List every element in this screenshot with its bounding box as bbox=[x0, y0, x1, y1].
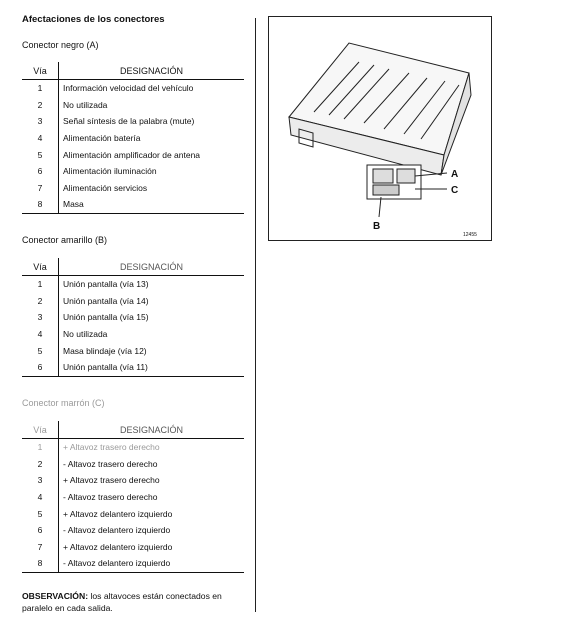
table-row bbox=[22, 130, 244, 147]
via-cell: 2 bbox=[22, 97, 59, 114]
via-cell: 1 bbox=[22, 439, 59, 456]
designation-cell: No utilizada bbox=[63, 329, 108, 340]
via-cell: 6 bbox=[22, 359, 59, 376]
via-cell: 5 bbox=[22, 505, 59, 522]
observation-text: los altavoces están conectados en paralelo en cada salida. bbox=[22, 591, 222, 613]
via-cell: 2 bbox=[22, 293, 59, 310]
via-cell: 6 bbox=[22, 522, 59, 539]
table-row bbox=[22, 555, 244, 572]
designation-cell: Unión pantalla (vía 11) bbox=[59, 359, 245, 376]
designation-cell: + Altavoz delantero izquierdo bbox=[63, 508, 173, 519]
designation-cell: Alimentación batería bbox=[63, 133, 141, 144]
table-row bbox=[22, 293, 244, 310]
observation-label: OBSERVACIÓN: bbox=[22, 591, 89, 601]
table-row bbox=[22, 309, 244, 326]
table-row bbox=[22, 505, 244, 522]
designation-cell: - Altavoz delantero izquierdo bbox=[63, 525, 171, 536]
via-cell: 8 bbox=[22, 555, 59, 572]
designation-cell: - Altavoz delantero izquierdo bbox=[59, 555, 245, 572]
table-row bbox=[22, 359, 244, 376]
via-cell: 4 bbox=[22, 130, 59, 147]
col-via-header: Vía bbox=[22, 62, 59, 80]
designation-cell: Alimentación servicios bbox=[63, 182, 148, 193]
designation-cell: No utilizada bbox=[63, 99, 108, 110]
label-a: A bbox=[451, 169, 459, 180]
table-row bbox=[22, 342, 244, 359]
col-via-header: Vía bbox=[22, 258, 59, 276]
designation-cell: - Altavoz trasero derecho bbox=[63, 492, 158, 503]
via-cell: 7 bbox=[22, 539, 59, 556]
connector-a-table bbox=[22, 62, 244, 214]
via-cell: 5 bbox=[22, 146, 59, 163]
table-row bbox=[22, 522, 244, 539]
table-row bbox=[22, 326, 244, 343]
col-designation-header: DESIGNACIÓN bbox=[59, 258, 245, 276]
designation-cell: Masa blindaje (vía 12) bbox=[63, 345, 147, 356]
via-cell: 7 bbox=[22, 180, 59, 197]
designation-cell: - Altavoz trasero derecho bbox=[63, 458, 158, 469]
designation-cell: + Altavoz delantero izquierdo bbox=[63, 541, 173, 552]
radio-unit-drawing bbox=[269, 17, 491, 240]
col-designation-header: DESIGNACIÓN bbox=[59, 421, 245, 439]
col-designation-header: DESIGNACIÓN bbox=[59, 62, 245, 80]
observation-note bbox=[22, 590, 247, 614]
page-title: Afectaciones de los conectores bbox=[22, 14, 165, 25]
table-row bbox=[22, 180, 244, 197]
designation-cell: Masa bbox=[59, 196, 245, 213]
via-cell: 3 bbox=[22, 309, 59, 326]
connector-c-title: Conector marrón (C) bbox=[22, 398, 105, 408]
designation-cell: Unión pantalla (vía 13) bbox=[63, 279, 149, 290]
designation-cell: + Altavoz trasero derecho bbox=[63, 442, 160, 453]
designation-cell: Unión pantalla (vía 15) bbox=[63, 312, 149, 323]
col-via-header: Vía bbox=[22, 421, 59, 439]
via-cell: 4 bbox=[22, 326, 59, 343]
designation-cell: Información velocidad del vehículo bbox=[63, 83, 194, 94]
radio-connector-figure bbox=[268, 16, 492, 241]
table-row bbox=[22, 163, 244, 180]
designation-cell: Alimentación iluminación bbox=[63, 166, 157, 177]
via-cell: 1 bbox=[22, 276, 59, 293]
via-cell: 5 bbox=[22, 342, 59, 359]
column-divider bbox=[255, 18, 256, 612]
via-cell: 4 bbox=[22, 489, 59, 506]
label-c: C bbox=[451, 185, 459, 196]
table-row bbox=[22, 80, 244, 97]
designation-cell: Señal síntesis de la palabra (mute) bbox=[63, 116, 195, 127]
table-row bbox=[22, 456, 244, 473]
table-row bbox=[22, 113, 244, 130]
table-row bbox=[22, 472, 244, 489]
via-cell: 8 bbox=[22, 196, 59, 213]
via-cell: 1 bbox=[22, 80, 59, 97]
connector-b-title: Conector amarillo (B) bbox=[22, 235, 108, 245]
via-cell: 3 bbox=[22, 113, 59, 130]
table-row bbox=[22, 146, 244, 163]
table-row bbox=[22, 276, 244, 293]
table-row bbox=[22, 196, 244, 213]
designation-cell: Alimentación amplificador de antena bbox=[63, 149, 201, 160]
figure-code: 12455 bbox=[463, 232, 477, 238]
table-row bbox=[22, 97, 244, 114]
table-row bbox=[22, 489, 244, 506]
connector-b-table bbox=[22, 258, 244, 377]
connector-c-table bbox=[22, 421, 244, 573]
via-cell: 3 bbox=[22, 472, 59, 489]
via-cell: 2 bbox=[22, 456, 59, 473]
designation-cell: + Altavoz trasero derecho bbox=[63, 475, 160, 486]
via-cell: 6 bbox=[22, 163, 59, 180]
label-b: B bbox=[373, 221, 381, 232]
connector-a-title: Conector negro (A) bbox=[22, 40, 99, 50]
table-row bbox=[22, 439, 244, 456]
designation-cell: Unión pantalla (vía 14) bbox=[63, 295, 149, 306]
table-row bbox=[22, 539, 244, 556]
